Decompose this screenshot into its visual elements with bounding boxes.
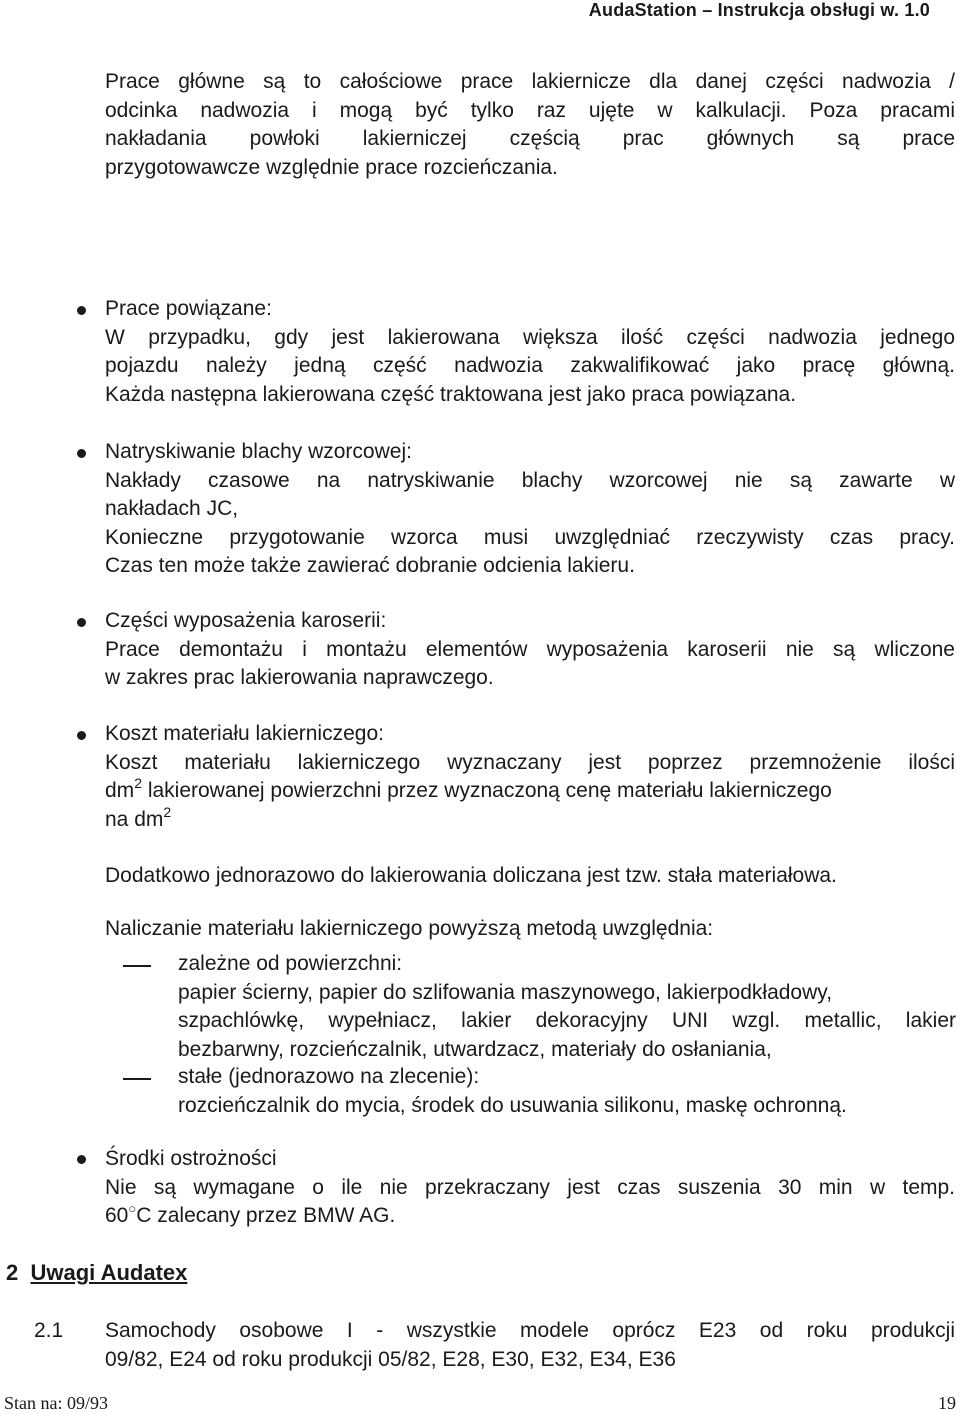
bullet-line (105, 777, 955, 806)
page-footer (4, 1393, 956, 1414)
subsection-text (105, 1317, 955, 1374)
section-number: 2 (6, 1260, 19, 1285)
bullet-body-equipment (105, 607, 955, 693)
bullet-line (105, 803, 955, 835)
subsection-number: 2.1 (34, 1319, 64, 1342)
bullet-line (105, 1202, 955, 1231)
dash-item-fixed (178, 1063, 956, 1120)
bullet-line: w zakres prac lakierowania naprawczego. (105, 666, 494, 689)
temperature-value: 60 (105, 1204, 129, 1227)
bullet-line: Koszt materiału lakierniczego wyznaczany jest poprzez przemnożenie ilości (105, 750, 955, 774)
bullet-icon (77, 618, 86, 627)
bullet-line: W przypadku, gdy jest lakierowana większa ilość części nadwozia jednego (105, 325, 955, 349)
bullet-related-work (105, 295, 955, 409)
dash-line: szpachlówkę, wypełniacz, lakier dekoracyjny UNI wzgl. metallic, lakier (178, 1009, 956, 1032)
line-text: lakierowanej powierzchni przez wyznaczoną cenę materiału lakierniczego (141, 779, 832, 802)
dash-label: zależne od powierzchni: (178, 952, 403, 975)
page-number: 19 (938, 1393, 956, 1413)
unit-text: na dm (105, 807, 164, 831)
dash-item-area-dependent (178, 950, 956, 1064)
material-constant-note: Dodatkowo jednorazowo do lakierowania doliczana jest tzw. stała materiałowa. (105, 864, 837, 887)
bullet-icon (77, 306, 86, 315)
subsection-line: Samochody osobowe I - wszystkie modele oprócz E23 od roku produkcji (105, 1319, 955, 1342)
intro-line: nakładania powłoki lakierniczej częścią prac głównych są prace (105, 127, 955, 150)
bullet-title: Natryskiwanie blachy wzorcowej: (105, 440, 412, 463)
bullet-title: Części wyposażenia karoserii: (105, 609, 387, 632)
bullet-sample-panel (105, 438, 955, 581)
subsection-line: 09/82, E24 od roku produkcji 05/82, E28, E30, E32, E34, E36 (105, 1347, 676, 1371)
bullet-icon (77, 1155, 86, 1164)
bullet-line: nakładach JC, (105, 497, 239, 520)
method-intro: Naliczanie materiału lakierniczego powyższą metodą uwzględnia: (105, 917, 714, 940)
degree-symbol: ○ (128, 1201, 137, 1216)
dash-line: papier ścierny, papier do szlifowania maszynowego, lakierpodkładowy, (178, 980, 833, 1004)
bullet-title: Prace powiązane: (105, 297, 272, 320)
bullet-line: Nie są wymagane o ile nie przekraczany jest czas suszenia 30 min w temp. (105, 1175, 955, 1199)
bullet-line: Nakłady czasowe na natryskiwanie blachy wzorcowej nie są zawarte w (105, 468, 955, 492)
intro-paragraph (105, 68, 955, 182)
bullet-title: Koszt materiału lakierniczego: (105, 722, 384, 745)
section-heading (6, 1260, 187, 1286)
unit-text: dm (105, 779, 135, 802)
bullet-title: Środki ostrożności (105, 1147, 277, 1170)
bullet-paint-cost (105, 720, 955, 834)
bullet-icon (77, 731, 86, 740)
bullet-icon (77, 449, 86, 458)
footer-date: Stan na: 09/93 (4, 1393, 108, 1413)
bullet-line: Czas ten może także zawierać dobranie odcienia lakieru. (105, 554, 635, 577)
section-title: Uwagi Audatex (30, 1260, 188, 1285)
superscript: 2 (163, 803, 172, 820)
dash-icon (123, 965, 151, 967)
dash-line: bezbarwny, rozcieńczalnik, utwardzacz, materiały do osłaniania, (178, 1037, 772, 1061)
page-header: AudaStation – Instrukcja obsługi w. 1.0 (588, 0, 930, 20)
bullet-line: pojazdu należy jedną część nadwozia zakwalifikować jako pracę główną. (105, 354, 955, 377)
bullet-line: Konieczne przygotowanie wzorca musi uwzględniać rzeczywisty czas pracy. (105, 525, 955, 549)
intro-line: przygotowawcze względnie prace rozcieńczania. (105, 155, 558, 179)
dash-icon (123, 1078, 151, 1080)
bullet-precautions (105, 1145, 955, 1231)
bullet-line: Prace demontażu i montażu elementów wyposażenia karoserii nie są wliczone (105, 637, 955, 661)
dash-label: stałe (jednorazowo na zlecenie): (178, 1065, 480, 1088)
intro-line: Prace główne są to całościowe prace lakiernicze dla danej części nadwozia / (105, 70, 955, 93)
intro-line: odcinka nadwozia i mogą być tylko raz ujęte w kalkulacji. Poza pracami (105, 98, 955, 122)
superscript: 2 (134, 775, 142, 791)
line-text: C zalecany przez BMW AG. (136, 1204, 396, 1227)
dash-line: rozcieńczalnik do mycia, środek do usuwania silikonu, maskę ochronną. (178, 1093, 847, 1117)
bullet-line: Każda następna lakierowana część traktowana jest jako praca powiązana. (105, 382, 797, 406)
